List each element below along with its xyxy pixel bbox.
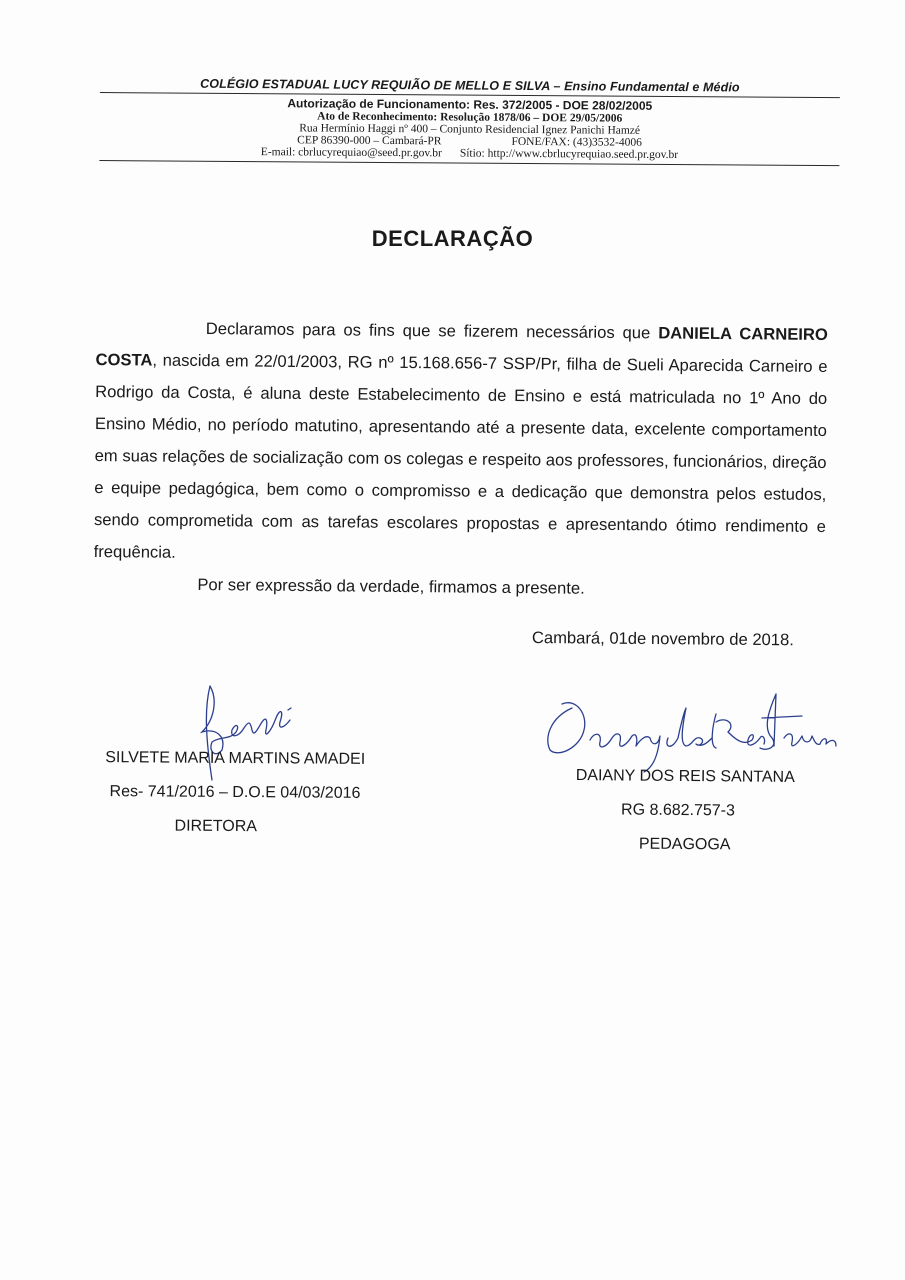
- document-title: DECLARAÇÃO: [371, 226, 534, 251]
- school-name: COLÉGIO ESTADUAL LUCY REQUIÃO DE MELLO E SILVA – Ensino Fundamental e Médio: [200, 76, 740, 95]
- site-text: Sítio: http://www.cbrlucyrequiao.seed.pr.gov.br: [459, 147, 679, 162]
- cep-text: CEP 86390-000 – Cambará-PR: [297, 134, 442, 148]
- pedagogue-role: PEDAGOGA: [638, 835, 731, 854]
- phone-text: FONE/FAX: (43)3532-4006: [511, 135, 642, 149]
- director-signature-block: [80, 741, 391, 845]
- declaration-paragraph: [94, 312, 828, 575]
- student-name: DANIELA CARNEIRO COSTA: [95, 323, 828, 370]
- closing-sentence: Por ser expressão da verdade, firmamos a presente.: [197, 574, 585, 598]
- address-line: Rua Hermínio Haggi nº 400 – Conjunto Residencial Ignez Panichi Hamzé: [299, 122, 641, 137]
- declaration-body: [93, 312, 828, 607]
- director-name: SILVETE MARIA MARTINS AMADEI: [105, 749, 366, 768]
- pedagogue-registration: RG 8.682.757-3: [620, 801, 735, 820]
- director-registration: Res- 741/2016 – D.O.E 04/03/2016: [109, 783, 361, 802]
- authorization-line: Autorização de Funcionamento: Res. 372/2005 - DOE 28/02/2005: [287, 96, 653, 113]
- pedagogue-name: DAIANY DOS REIS SANTANA: [575, 767, 795, 786]
- email-text: E-mail: cbrlucyrequiao@seed.pr.gov.br: [260, 146, 442, 160]
- letterhead: [99, 76, 840, 166]
- recognition-line: Ato de Reconhecimento: Resolução 1878/06 – DOE 29/05/2006: [317, 110, 623, 125]
- pedagogue-signature-block: [540, 759, 831, 864]
- director-role: DIRETORA: [174, 817, 258, 836]
- place-and-date: Cambará, 01de novembro de 2018.: [531, 628, 794, 650]
- paragraph-start: Declaramos para os fins que se fizerem necessários que: [205, 319, 659, 343]
- paragraph-rest: , nascida em 22/01/2003, RG nº 15.168.656-7 SSP/Pr, filha de Sueli Aparecida Carneiro e Rodrigo da Costa, é aluna deste Estabelecimento de Ensino e está matriculada no 1º Ano do Ensino Médio, no período matutino, apresentando até a presente data, excelente comportamento em suas relações de socialização com os colegas e respeito aos professores, funcionários, direção e equipe pedagógica, bem como o compromisso e a dedicação que demonstra pelos estudos, sendo comprometida com as tarefas escolares propostas e apresentando ótimo rendimento e frequência.: [93, 350, 828, 562]
